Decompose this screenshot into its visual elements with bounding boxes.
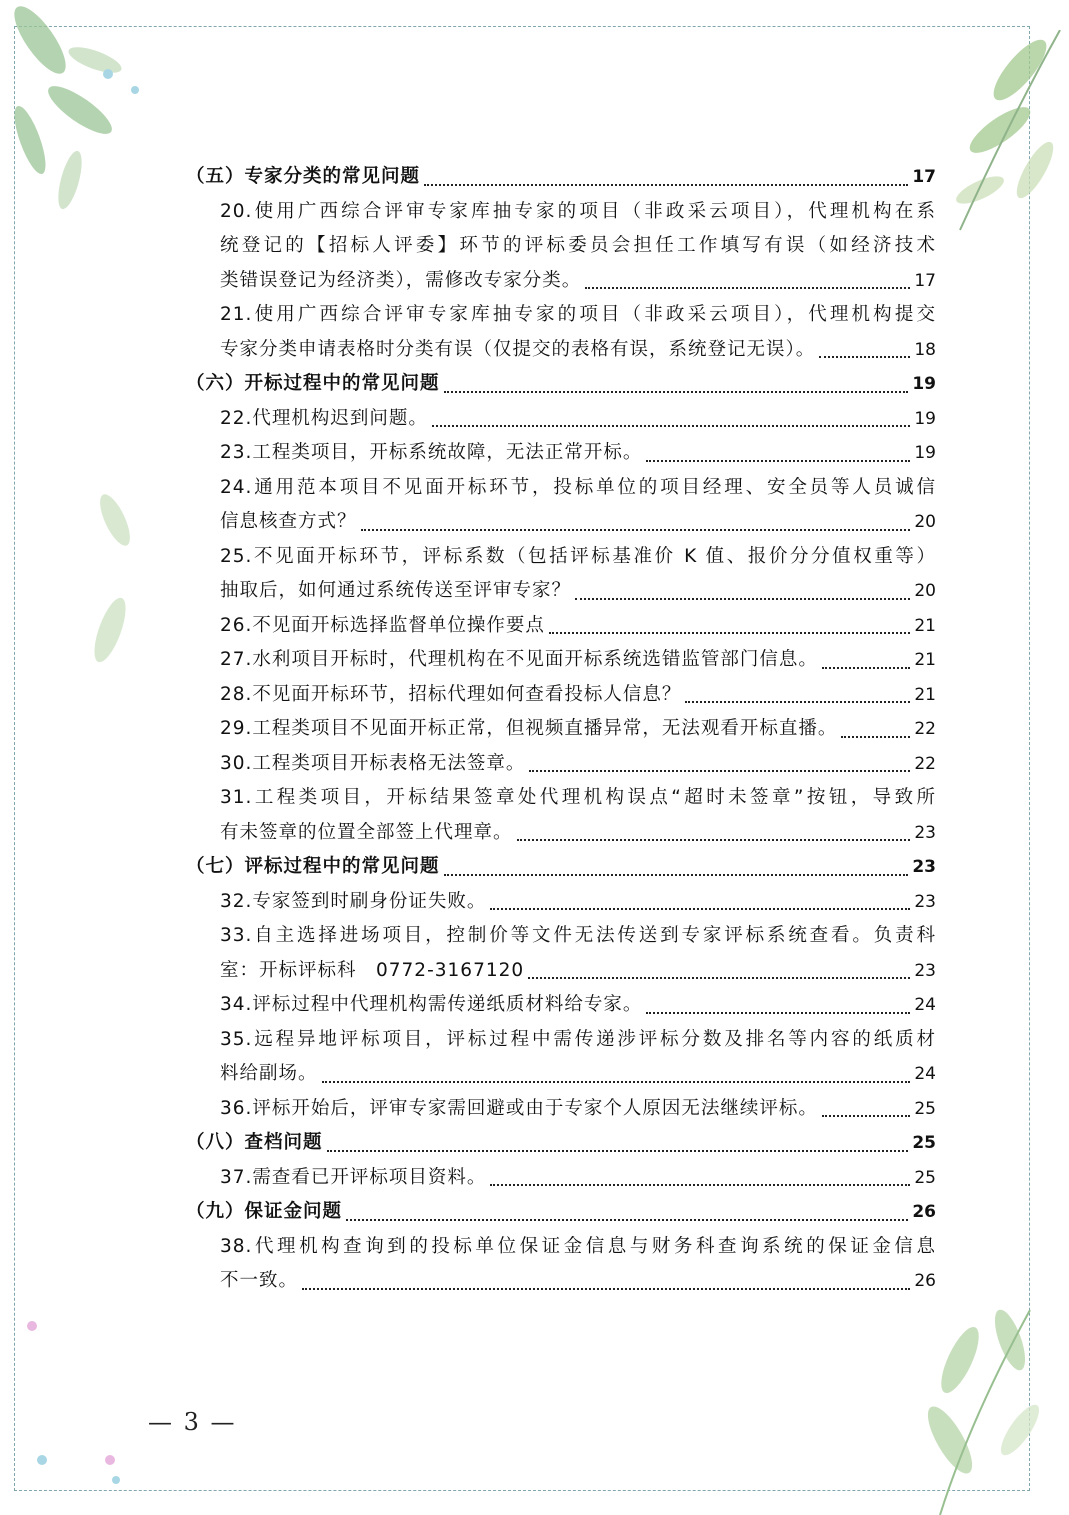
toc-leader-dots: [361, 529, 911, 531]
toc-item-text: 28.不见面开标环节，招标代理如何查看投标人信息？: [220, 683, 682, 705]
toc-page-number: 23: [914, 960, 936, 981]
toc-item-text: 专家分类申请表格时分类有误（仅提交的表格有误，系统登记无误）。: [220, 338, 816, 360]
toc-item-35[interactable]: [186, 1057, 936, 1092]
toc-page-number: 25: [914, 1167, 936, 1188]
toc-section-title: （六）开标过程中的常见问题: [186, 373, 440, 394]
toc-section-9[interactable]: [186, 1195, 936, 1230]
toc-leader-dots: [646, 1012, 910, 1014]
toc-section-title: （五）专家分类的常见问题: [186, 166, 421, 187]
toc-leader-dots: [424, 184, 908, 186]
toc-item-text: 抽取后，如何通过系统传送至评审专家？: [220, 580, 572, 601]
toc-item-24-line-1[interactable]: 24.通用范本项目不见面开标环节，投标单位的项目经理、安全员等人员诚信: [220, 476, 936, 498]
toc-item-text: 32.专家签到时刷身份证失败。: [220, 890, 487, 912]
toc-leader-dots: [529, 770, 910, 772]
toc-item-31[interactable]: [186, 816, 936, 851]
toc-page-number: 25: [912, 1133, 936, 1153]
toc-item-25-line-1[interactable]: 25.不见面开标环节，评标系数（包括评标基准价 K 值、报价分分值权重等）: [220, 545, 936, 567]
toc-item-text: 34.评标过程中代理机构需传递纸质材料给专家。: [220, 994, 643, 1015]
toc-item-28[interactable]: [186, 678, 936, 713]
toc-section-title: （九）保证金问题: [186, 1201, 343, 1222]
toc-leader-dots: [444, 391, 909, 393]
page-number: — 3 —: [148, 1408, 237, 1436]
toc-section-8[interactable]: [186, 1126, 936, 1161]
toc-leader-dots: [302, 1288, 910, 1290]
toc-section-title: （八）查档问题: [186, 1132, 323, 1153]
toc-item-23[interactable]: [186, 436, 936, 471]
toc-page-number: 25: [914, 1098, 936, 1119]
toc-leader-dots: [646, 460, 910, 462]
toc-leader-dots: [517, 839, 911, 841]
toc-page-number: 17: [914, 270, 936, 291]
toc-item-36[interactable]: [186, 1092, 936, 1127]
toc-page-number: 22: [914, 719, 936, 739]
toc-page-number: 20: [914, 512, 936, 532]
toc-leader-dots: [322, 1081, 911, 1083]
toc-item-34[interactable]: [186, 988, 936, 1023]
toc-page-number: 24: [914, 995, 936, 1015]
toc-page-number: 19: [914, 408, 936, 429]
toc-leader-dots: [432, 425, 910, 427]
toc-page-number: 20: [914, 581, 936, 601]
toc-item-20-line-1[interactable]: 20.使用广西综合评审专家库抽专家的项目（非政采云项目），代理机构在系: [220, 200, 936, 222]
toc-item-text: 30.工程类项目开标表格无法签章。: [220, 752, 526, 774]
toc-item-24[interactable]: [186, 505, 936, 540]
toc-page-number: 18: [914, 339, 936, 360]
toc-item-text: 不一致。: [220, 1270, 299, 1291]
toc-section-6[interactable]: [186, 367, 936, 402]
toc-page-number: 26: [912, 1202, 936, 1222]
toc-leader-dots: [841, 736, 910, 738]
toc-leader-dots: [346, 1219, 908, 1221]
toc-leader-dots: [549, 632, 910, 634]
toc-page-number: 19: [914, 443, 936, 463]
toc-item-30[interactable]: [186, 747, 936, 782]
toc-item-25[interactable]: [186, 574, 936, 609]
toc-item-33-line-1[interactable]: 33.自主选择进场项目，控制价等文件无法传送到专家评标系统查看。负责科: [220, 925, 936, 946]
toc-leader-dots: [490, 1184, 910, 1186]
toc-item-21-line-1[interactable]: 21.使用广西综合评审专家库抽专家的项目（非政采云项目），代理机构提交: [220, 304, 936, 325]
toc-item-text: 36.评标开始后，评审专家需回避或由于专家个人原因无法继续评标。: [220, 1097, 818, 1119]
toc-item-32[interactable]: [186, 885, 936, 920]
toc-page-number: 23: [914, 822, 936, 843]
toc-section-title: （七）评标过程中的常见问题: [186, 856, 440, 877]
toc-page-number: 21: [914, 684, 936, 705]
toc-item-26[interactable]: [186, 609, 936, 644]
toc-leader-dots: [685, 701, 910, 703]
toc-item-27[interactable]: [186, 643, 936, 678]
toc-item-37[interactable]: [186, 1161, 936, 1196]
toc-page-number: 23: [914, 891, 936, 912]
toc-item-text: 有未签章的位置全部签上代理章。: [220, 821, 513, 843]
toc-item-38[interactable]: [186, 1264, 936, 1299]
toc-page-number: 21: [914, 615, 936, 636]
toc-page-number: 22: [914, 753, 936, 774]
toc-section-7[interactable]: [186, 850, 936, 885]
toc-item-29[interactable]: [186, 712, 936, 747]
toc-item-text: 26.不见面开标选择监督单位操作要点: [220, 614, 545, 636]
toc-item-31-line-1[interactable]: 31.工程类项目，开标结果签章处代理机构误点“超时未签章”按钮，导致所: [220, 787, 936, 808]
toc-item-text: 料给副场。: [220, 1063, 318, 1084]
toc-item-text: 室：开标评标科 0772-3167120: [220, 959, 525, 981]
toc-page-number: 21: [914, 650, 936, 670]
toc-item-text: 22.代理机构迟到问题。: [220, 407, 428, 429]
toc-page-number: 17: [912, 167, 936, 187]
toc-page-number: 23: [912, 857, 936, 877]
toc-item-text: 信息核查方式？: [220, 511, 357, 532]
toc-page-number: 19: [912, 374, 936, 394]
toc-leader-dots: [585, 287, 910, 289]
toc-item-38-line-1[interactable]: 38.代理机构查询到的投标单位保证金信息与财务科查询系统的保证金信息: [220, 1235, 936, 1257]
toc-leader-dots: [822, 667, 910, 669]
toc-leader-dots: [822, 1115, 910, 1117]
table-of-contents: [186, 160, 936, 1299]
toc-leader-dots: [327, 1150, 909, 1152]
toc-page-number: 24: [914, 1064, 936, 1084]
toc-item-33[interactable]: [186, 954, 936, 989]
toc-item-35-line-1[interactable]: 35.远程异地评标项目，评标过程中需传递涉评标分数及排名等内容的纸质材: [220, 1028, 936, 1050]
toc-item-text: 23.工程类项目，开标系统故障，无法正常开标。: [220, 442, 643, 463]
toc-item-20[interactable]: [186, 264, 936, 299]
toc-item-text: 37.需查看已开评标项目资料。: [220, 1166, 487, 1188]
toc-item-20-line-2[interactable]: 统登记的【招标人评委】环节的评标委员会担任工作填写有误（如经济技术: [220, 235, 936, 256]
toc-item-text: 类错误登记为经济类），需修改专家分类。: [220, 269, 582, 291]
toc-page-number: 26: [914, 1271, 936, 1291]
toc-leader-dots: [819, 356, 910, 358]
toc-leader-dots: [444, 874, 909, 876]
toc-leader-dots: [490, 908, 910, 910]
toc-leader-dots: [575, 598, 910, 600]
toc-section-5[interactable]: [186, 160, 936, 195]
toc-item-text: 29.工程类项目不见面开标正常，但视频直播异常，无法观看开标直播。: [220, 718, 838, 739]
toc-leader-dots: [528, 977, 910, 979]
toc-item-text: 27.水利项目开标时，代理机构在不见面开标系统选错监管部门信息。: [220, 649, 818, 670]
toc-item-22[interactable]: [186, 402, 936, 437]
toc-item-21[interactable]: [186, 333, 936, 368]
